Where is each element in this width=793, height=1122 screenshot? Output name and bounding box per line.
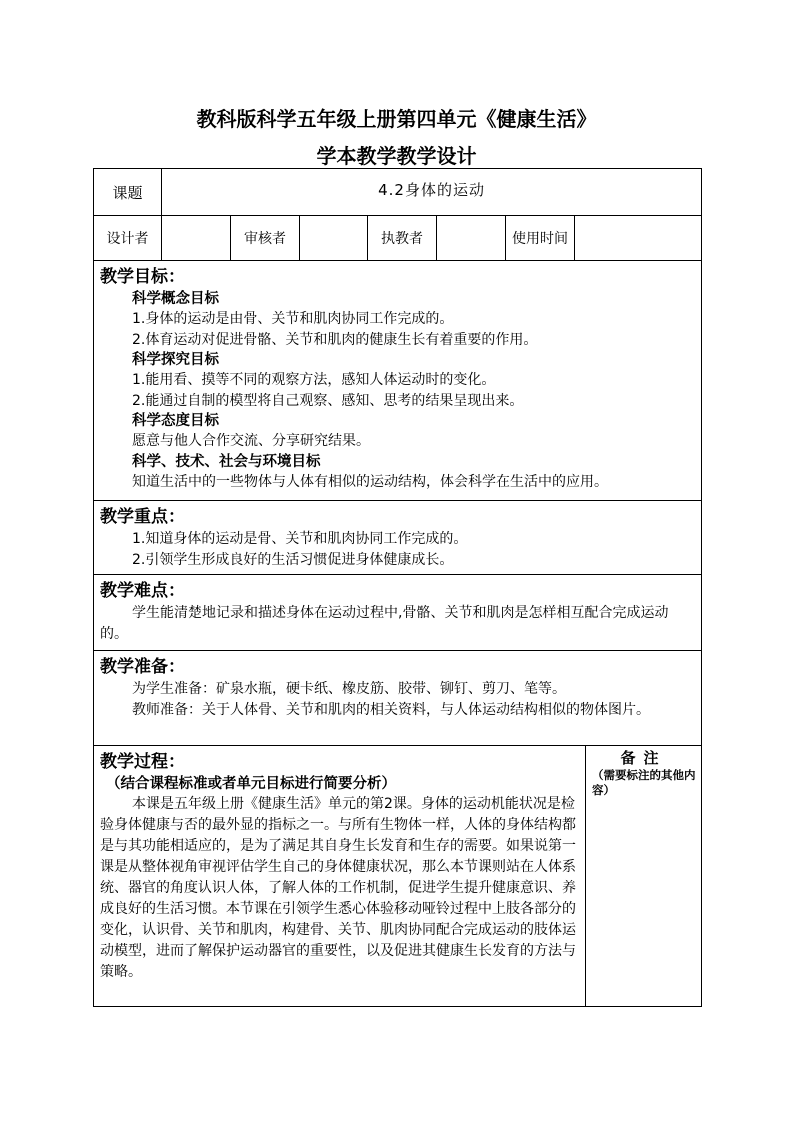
key-point-line: 2.引领学生形成良好的生活习惯促进身体健康成长。 [132, 551, 454, 568]
objective-line: 知道生活中的一些物体与人体有相似的运动结构，体会科学在生活中的应用。 [132, 473, 608, 490]
objectives-heading: 教学目标： [100, 267, 185, 287]
document-subtitle: 学本教学教学设计 [316, 144, 477, 168]
reviewer-label: 审核者 [231, 216, 300, 261]
reviewer-value[interactable] [300, 216, 368, 261]
objective-line: 2.体育运动对促进骨骼、关节和肌肉的健康生长有着重要的作用。 [132, 331, 538, 348]
process-row [94, 746, 702, 1007]
teacher-label: 执教者 [368, 216, 437, 261]
process-heading: 教学过程： [100, 752, 185, 772]
time-value[interactable] [575, 216, 702, 261]
preparation-row [94, 651, 702, 746]
notes-subheading: （需要标注的其他内容） [592, 768, 696, 797]
notes-column [586, 746, 702, 1007]
student-preparation: 为学生准备：矿泉水瓶，硬卡纸、橡皮筋、胶带、铆钉、剪刀、笔等。 [132, 681, 566, 697]
process-text: 本课是五年级上册《健康生活》单元的第2课。身体的运动机能状况是检验身体健康与否的最外显的指标之一。与所有生物体一样，人体的身体结构都是与其功能相适应的，是为了满足其自身生长发育和生存的需要。如果说第一课是从整体视角审视评估学生自己的身体健康状况，那么本节课则站在人体系统、器官的角度认识人体，了解人体的工作机制，促进学生提升健康意识、养成良好的生活习惯。本节课在引领学生悉心体验移动哑铃过程中上肢各部分的变化，认识骨、关节和肌肉，构建骨、关节、肌肉协同配合完成运动的肢体运动模型，进而了解保护运动器官的重要性，以及促进其健康生长发育的方法与策略。 [100, 796, 576, 980]
objectives-section [94, 261, 702, 501]
key-points-row [94, 501, 702, 575]
objectives-row [94, 261, 702, 501]
key-point-line: 1.知道身体的运动是骨、关节和肌肉协同工作完成的。 [132, 531, 468, 547]
teacher-value[interactable] [437, 216, 506, 261]
preparation-section [94, 651, 702, 746]
key-points-heading: 教学重点： [100, 507, 185, 527]
lesson-plan-table [93, 168, 702, 1007]
objective-line: 1.能用看、摸等不同的观察方法，感知人体运动时的变化。 [132, 372, 496, 388]
objective-line: 愿意与他人合作交流、分享研究结果。 [132, 433, 370, 449]
difficulties-row [94, 575, 702, 651]
process-section [94, 746, 586, 1007]
teacher-preparation: 教师准备：关于人体骨、关节和肌肉的相关资料，与人体运动结构相似的物体图片。 [132, 702, 650, 718]
process-subheading: （结合课程标准或者单元目标进行简要分析） [106, 776, 396, 792]
objective-group-title: 科学概念目标 [132, 291, 219, 307]
difficulties-heading: 教学难点： [100, 581, 185, 601]
objective-group-title: 科学探究目标 [132, 352, 219, 368]
meta-row [94, 216, 702, 261]
time-label: 使用时间 [506, 216, 575, 261]
objective-line: 2.能通过自制的模型将自己观察、感知、思考的结果呈现出来。 [132, 392, 524, 409]
objective-line: 1.身体的运动是由骨、关节和肌肉协同工作完成的。 [132, 311, 454, 327]
topic-row [94, 169, 702, 216]
difficulties-text: 学生能清楚地记录和描述身体在运动过程中,骨骼、关节和肌肉是怎样相互配合完成运动的。 [100, 605, 669, 642]
key-points-section [94, 501, 702, 575]
objective-group-title: 科学态度目标 [132, 413, 219, 429]
designer-label: 设计者 [94, 216, 162, 261]
document-title: 教科版科学五年级上册第四单元《健康生活》 [196, 107, 597, 131]
difficulties-section [94, 575, 702, 651]
objective-group-title: 科学、技术、社会与环境目标 [132, 453, 321, 470]
designer-value[interactable] [162, 216, 231, 261]
notes-heading: 备注 [620, 749, 667, 767]
preparation-heading: 教学准备： [100, 657, 185, 677]
topic-value: 4.2身体的运动 [162, 169, 702, 216]
topic-label: 课题 [94, 169, 162, 216]
